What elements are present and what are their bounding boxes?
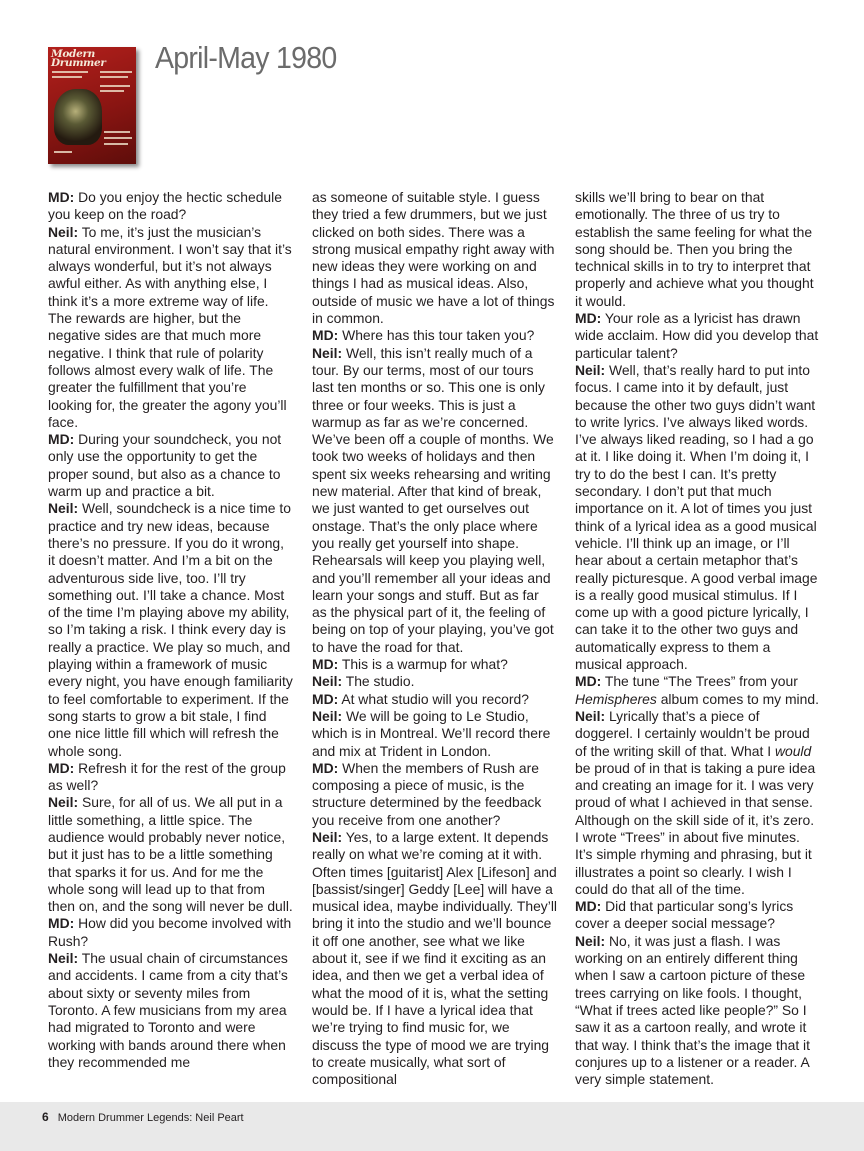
text-column-1 [48,189,293,1071]
speaker-label: MD: [312,759,339,776]
interview-paragraph [575,310,820,362]
interview-paragraph [575,933,820,1089]
speaker-label: Neil: [48,950,79,967]
paragraph-text: The tune “The Trees” from your [601,673,798,690]
page-number: 6 [42,1110,49,1124]
interview-paragraph [312,189,557,327]
interview-paragraph [575,189,820,310]
speaker-label: MD: [312,327,339,344]
paragraph-text: be proud of in that is taking a pure idea and creating an image for it. I was very proud of what I achieved in that sense. Although on the skill side of it, it’s zero. I wrote “Trees” in about five minutes. It’s simple rhyming and phrasing, but it illustrates a point so clearly. I wish I could do that all of the time. [575,759,816,897]
paragraph-text: When the members of Rush are composing a piece of music, is the structure determined by the feedback you receive from one another? [312,759,542,828]
interview-paragraph [575,708,820,898]
paragraph-text: This is a warmup for what? [338,656,508,673]
speaker-label: Neil: [575,361,606,378]
speaker-label: Neil: [48,794,79,811]
paragraph-text: To me, it’s just the musician’s natural environment. I won’t say that it’s always wonderful, but it’s not always awful either. As with anything else, I think it’s a more extreme way of life. The rewards are higher, but the negative sides are that much more negative. I think that rule of polarity follows almost every walk of life. The greater the fulfillment that you’re looking for, the greater the agony you’ll face. [48,223,292,430]
paragraph-text: At what studio will you record? [338,690,529,707]
italic-title: would [774,742,812,759]
speaker-label: Neil: [312,828,343,845]
interview-paragraph [48,760,293,795]
paragraph-text: Did that particular song’s lyrics cover a deeper social message? [575,898,794,932]
speaker-label: MD: [575,310,602,327]
interview-paragraph [312,673,557,690]
interview-paragraph [575,362,820,673]
interview-paragraph [312,708,557,760]
interview-paragraph [48,950,293,1071]
paragraph-text: During your soundcheck, you not only use the opportunity to get the proper sound, but also as a chance to warm up and practice a bit. [48,431,282,500]
paragraph-text: No, it was just a flash. I was working on an entirely different thing when I saw a cartoon picture of these trees carrying on like fools. I thought, “What if trees acted like people?” So I saw it as a cartoon really, and wrote it that way. I think that’s the image that it conjures up to a listener or a reader. A very simple statement. [575,932,810,1088]
speaker-label: MD: [575,898,602,915]
paragraph-text: Lyrically that’s a piece of doggerel. I certainly wouldn’t be proud of the writing skill of that. What I [575,707,810,759]
cover-text-line [104,143,128,145]
cover-text-line [52,71,88,73]
interview-paragraph [312,691,557,708]
speaker-label: Neil: [48,500,79,517]
interview-paragraph [48,500,293,759]
speaker-label: MD: [48,759,75,776]
paragraph-text: The studio. [342,673,415,690]
interview-paragraph [48,189,293,224]
cover-text-line [104,137,132,139]
interview-paragraph [312,829,557,1088]
paragraph-text: skills we’ll bring to bear on that emotionally. The three of us try to establish the same feeling for what the song should be. Then you bring the technical skills in to try to interpret that properly and achieve what you thought it would. [575,189,814,309]
cover-text-line [52,76,82,78]
cover-masthead-line1: Modern [51,48,96,60]
cover-text-line [104,131,130,133]
interview-paragraph [575,673,820,708]
paragraph-text: album comes to my mind. [656,690,819,707]
page-footer [42,1110,244,1124]
paragraph-text: as someone of suitable style. I guess they tried a few drummers, but we just clicked on both sides. There was a strong musical empathy right away with new ideas they were working on and things I had as musical ideas. Also, outside of music we have a lot of things in common. [312,189,555,327]
speaker-label: MD: [312,656,339,673]
speaker-label: MD: [48,915,75,932]
page-title: April-May 1980 [155,40,337,75]
speaker-label: Neil: [312,344,343,361]
speaker-label: MD: [312,690,339,707]
interview-paragraph [48,224,293,432]
cover-text-line [100,76,128,78]
paragraph-text: We will be going to Le Studio, which is in Montreal. We’ll record there and mix at Trident in London. [312,707,551,759]
speaker-label: Neil: [575,932,606,949]
speaker-label: Neil: [48,223,79,240]
cover-masthead-line2: Drummer [51,57,106,69]
paragraph-text: Well, this isn’t really much of a tour. By our terms, most of our tours last ten months or so. This one is only three or four weeks. This is just a warmup as far as we’re concerned. We’ve been off a couple of months. We took two weeks of holidays and then spent six weeks rehearsing and writing new material. After that kind of break, we just wanted to get ourselves out onstage. That’s the only place where you really get yourself into shape. Rehearsals will keep you playing well, and you’ll remember all your ideas and learn your songs and stuff. But as far as the physical part of it, the feeling of being on top of your playing, you’ve got to have the road for that. [312,344,554,655]
text-column-2 [312,189,557,1088]
cover-text-line [54,151,72,153]
interview-paragraph [312,656,557,673]
speaker-label: MD: [48,431,75,448]
cover-masthead [51,50,133,68]
cover-text-line [100,71,132,73]
interview-paragraph [48,794,293,915]
paragraph-text: Where has this tour taken you? [338,327,535,344]
interview-paragraph [48,915,293,950]
paragraph-text: Refresh it for the rest of the group as well? [48,759,286,794]
cover-text-line [100,90,124,92]
text-column-3 [575,189,820,1088]
paragraph-text: Sure, for all of us. We all put in a little something, a little spice. The audience would probably never notice, but it just has to be a little something that sparks it for us. And for me the whole song will lead up to that from then on, and the song will never be dull. [48,794,293,915]
paragraph-text: Well, soundcheck is a nice time to practice and try new ideas, because there’s no pressure. If you do it wrong, it doesn’t matter. And I’m a bit on the adventurous side live, too. I’ll try something out. I’ll take a chance. Most of the time I’m playing above my ability, so I’m taking a risk. I think every day is really a practice. We play so much, and playing within a framework of music every night, you have enough familiarity to feel comfortable to experiment. If the song starts to grow a bit stale, I find one nice little fill which will refresh the whole song. [48,500,293,759]
interview-paragraph [48,431,293,500]
footer-publication-title: Modern Drummer Legends: Neil Peart [57,1112,244,1124]
speaker-label: Neil: [575,707,606,724]
cover-text-line [100,85,130,87]
speaker-label: MD: [575,673,602,690]
paragraph-text: How did you become involved with Rush? [48,915,292,949]
interview-paragraph [312,760,557,829]
cover-drumkit-photo [54,89,102,145]
paragraph-text: Your role as a lyricist has drawn wide acclaim. How did you develop that particular talent? [575,310,819,361]
paragraph-text: The usual chain of circumstances and accidents. I came from a city that’s about sixty or seventy miles from Toronto. A few musicians from my area had migrated to Toronto and were working with bands around there when they recommended me [48,950,288,1070]
speaker-label: MD: [48,189,75,205]
interview-paragraph [575,898,820,933]
paragraph-text: Do you enjoy the hectic schedule you keep on the road? [48,189,282,223]
paragraph-text: Yes, to a large extent. It depends really on what we’re coming at it with. Often times [guitarist] Alex [Lifeson] and [bassist/singer] Geddy [Lee] will have a musical idea, maybe individually. They’ll bring it into the studio and we’ll bounce it off one another, see what we like about it, see if we find it exciting as an idea, and then we get a verbal idea of what the mood of it is, what the setting would be. If I have a lyrical idea that we’re trying to find music for, we discuss the type of mood we are trying to create musically, what sort of compositional [312,828,557,1088]
italic-title: Hemispheres [575,690,657,707]
interview-paragraph [312,327,557,344]
speaker-label: Neil: [312,673,343,690]
magazine-cover-thumbnail [48,47,136,164]
paragraph-text: Well, that’s really hard to put into focus. I came into it by default, just because the other two guys didn’t want to write lyrics. I’ve always liked words. I’ve always liked reading, so I had a go at it. I like doing it. When I’m doing it, I try to do the best I can. It’s pretty secondary. I don’t put that much importance on it. A lot of times you just think of a lyrical idea as a good musical vehicle. I’ll think up an image, or I’ll hear about a certain metaphor that’s really picturesque. A good verbal image is a really good musical stimulus. If I come up with a good picture lyrically, I can take it to the other two guys and automatically express to them a musical approach. [575,361,818,673]
interview-paragraph [312,345,557,656]
speaker-label: Neil: [312,707,343,724]
